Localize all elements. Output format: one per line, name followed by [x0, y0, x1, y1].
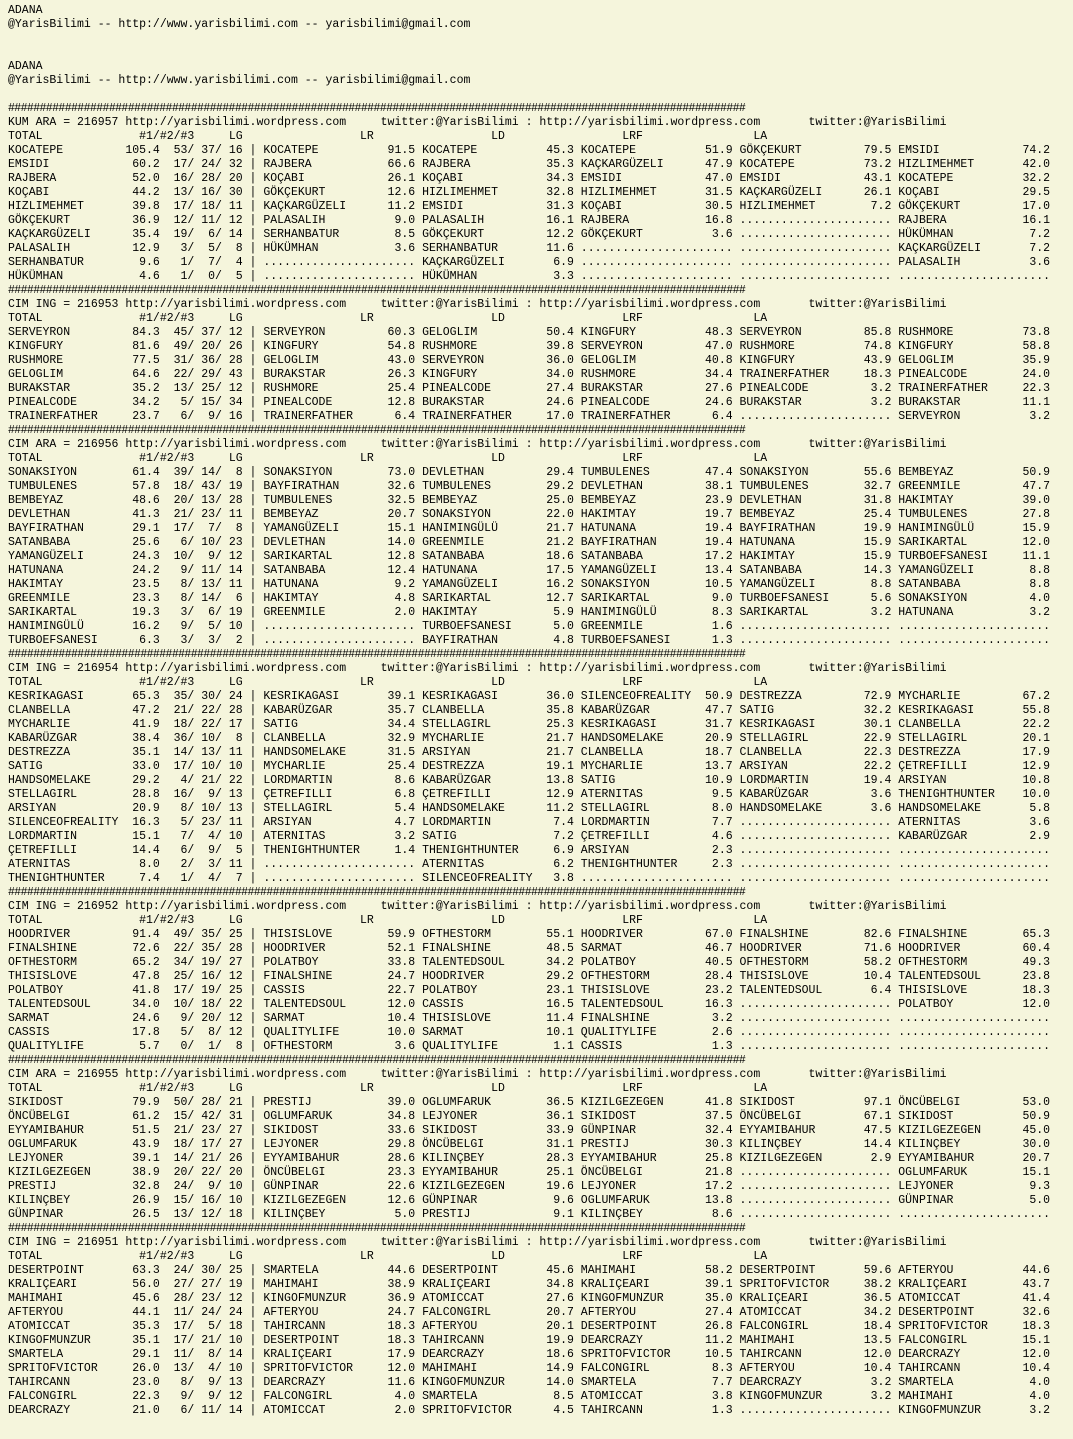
contact-line: @YarisBilimi -- http://www.yarisbilimi.com -- yarisbilimi@gmail.com [8, 18, 471, 31]
separator-line: ##################################################################################################################### [8, 648, 746, 661]
race-list [8, 102, 1073, 1417]
separator-line: ##################################################################################################################### [8, 424, 746, 437]
table-row: SERHANBATUR 9.6 1/ 7/ 4 | ...................... KAÇKARGÜZELI 6.9 ...................... ...................... PALASALIH 3.6 [8, 256, 1051, 269]
table-row: KINGOFMUNZUR 35.1 17/ 21/ 10 | DESERTPOINT 18.3 TAHIRCANN 19.9 DEARCRAZY 11.2 MAHIMAHI 13.5 FALCONGIRL 15.1 [8, 1334, 1051, 1347]
table-row: STELLAGIRL 28.8 16/ 9/ 13 | ÇETREFILLI 6.8 ÇETREFILLI 12.9 ATERNITAS 9.5 KABARÜZGAR 3.6 THENIGHTHUNTER 10.0 [8, 788, 1051, 801]
table-row: ATOMICCAT 35.3 17/ 5/ 18 | TAHIRCANN 18.3 AFTERYOU 20.1 DESERTPOINT 26.8 FALCONGIRL 18.4 SPRITOFVICTOR 18.3 [8, 1320, 1051, 1333]
table-row: HATUNANA 24.2 9/ 11/ 14 | SATANBABA 12.4 HATUNANA 17.5 YAMANGÜZELI 13.4 SATANBABA 14.3 YAMANGÜZELI 8.8 [8, 564, 1051, 577]
table-row: OGLUMFARUK 43.9 18/ 17/ 27 | LEJYONER 29.8 ÖNCÜBELGI 31.1 PRESTIJ 30.3 KILINÇBEY 14.4 KILINÇBEY 30.0 [8, 1138, 1051, 1151]
table-row: DESERTPOINT 63.3 24/ 30/ 25 | SMARTELA 44.6 DESERTPOINT 45.6 MAHIMAHI 58.2 DESERTPOINT 59.6 AFTERYOU 44.6 [8, 1264, 1051, 1277]
table-row: SATIG 33.0 17/ 10/ 10 | MYCHARLIE 25.4 DESTREZZA 19.1 MYCHARLIE 13.7 ARSIYAN 22.2 ÇETREFILLI 12.9 [8, 760, 1051, 773]
spacer [8, 46, 1073, 60]
table-row: ÖNCÜBELGI 61.2 15/ 42/ 31 | OGLUMFARUK 34.8 LEJYONER 36.1 SIKIDOST 37.5 ÖNCÜBELGI 67.1 SIKIDOST 50.9 [8, 1110, 1051, 1123]
table-row: ATERNITAS 8.0 2/ 3/ 11 | ...................... ATERNITAS 6.2 THENIGHTHUNTER 2.3 ...................... ...................... [8, 858, 1051, 871]
table-row: KIZILGEZEGEN 38.9 20/ 22/ 20 | ÖNCÜBELGI 23.3 EYYAMIBAHUR 25.1 ÖNCÜBELGI 21.8 ...................... OGLUMFARUK 15.1 [8, 1166, 1051, 1179]
table-row: TALENTEDSOUL 34.0 10/ 18/ 22 | TALENTEDSOUL 12.0 CASSIS 16.5 TALENTEDSOUL 16.3 ...................... POLATBOY 12.0 [8, 998, 1051, 1011]
table-row: GREENMILE 23.3 8/ 14/ 6 | HAKIMTAY 4.8 SARIKARTAL 12.7 SARIKARTAL 9.0 TURBOEFSANESI 5.6 SONAKSIYON 4.0 [8, 592, 1051, 605]
table-row: RAJBERA 52.0 16/ 28/ 20 | KOÇABI 26.1 KOÇABI 34.3 EMSIDI 47.0 EMSIDI 43.1 KOCATEPE 32.2 [8, 172, 1051, 185]
table-row: DESTREZZA 35.1 14/ 13/ 11 | HANDSOMELAKE 31.5 ARSIYAN 21.7 CLANBELLA 18.7 CLANBELLA 22.3 DESTREZZA 17.9 [8, 746, 1051, 759]
table-row: SARMAT 24.6 9/ 20/ 12 | SARMAT 10.4 THISISLOVE 11.4 FINALSHINE 3.2 ...................... ...................... [8, 1012, 1051, 1025]
table-row: YAMANGÜZELI 24.3 10/ 9/ 12 | SARIKARTAL 12.8 SATANBABA 18.6 SATANBABA 17.2 HAKIMTAY 15.9 TURBOEFSANESI 11.1 [8, 550, 1051, 563]
table-row: HÜKÜMHAN 4.6 1/ 0/ 5 | ...................... HÜKÜMHAN 3.3 ...................... ...................... ...................... [8, 270, 1051, 283]
table-row: QUALITYLIFE 5.7 0/ 1/ 8 | OFTHESTORM 3.6 QUALITYLIFE 1.1 CASSIS 1.3 ...................... ...................... [8, 1040, 1051, 1053]
race-header: CIM ING = 216954 http://yarisbilimi.wordpress.com twitter:@YarisBilimi : http://yarisbilimi.wordpress.com twitter:@YarisBilimi [8, 662, 947, 675]
separator-line: ##################################################################################################################### [8, 102, 746, 115]
table-row: AFTERYOU 44.1 11/ 24/ 24 | AFTERYOU 24.7 FALCONGIRL 20.7 AFTERYOU 27.4 ATOMICCAT 34.2 DESERTPOINT 32.6 [8, 1306, 1051, 1319]
table-row: THENIGHTHUNTER 7.4 1/ 4/ 7 | ...................... SILENCEOFREALITY 3.8 ...................... ...................... ...................... [8, 872, 1051, 885]
table-row: HIZLIMEHMET 39.8 17/ 18/ 11 | KAÇKARGÜZELI 11.2 EMSIDI 31.3 KOÇABI 30.5 HIZLIMEHMET 7.2 GÖKÇEKURT 17.0 [8, 200, 1051, 213]
table-row: HOODRIVER 91.4 49/ 35/ 25 | THISISLOVE 59.9 OFTHESTORM 55.1 HOODRIVER 67.0 FINALSHINE 82.6 FINALSHINE 65.3 [8, 928, 1051, 941]
race-header: CIM ARA = 216955 http://yarisbilimi.wordpress.com twitter:@YarisBilimi : http://yarisbilimi.wordpress.com twitter:@YarisBilimi [8, 1068, 947, 1081]
table-row: BEMBEYAZ 48.6 20/ 13/ 28 | TUMBULENES 32.5 BEMBEYAZ 25.0 BEMBEYAZ 23.9 DEVLETHAN 31.8 HAKIMTAY 39.0 [8, 494, 1051, 507]
contact-line-repeat: @YarisBilimi -- http://www.yarisbilimi.com -- yarisbilimi@gmail.com [8, 74, 471, 87]
table-row: SIKIDOST 79.9 50/ 28/ 21 | PRESTIJ 39.0 OGLUMFARUK 36.5 KIZILGEZEGEN 41.8 SIKIDOST 97.1 ÖNCÜBELGI 53.0 [8, 1096, 1051, 1109]
table-row: POLATBOY 41.8 17/ 19/ 25 | CASSIS 22.7 POLATBOY 23.1 THISISLOVE 23.2 TALENTEDSOUL 6.4 THISISLOVE 18.3 [8, 984, 1051, 997]
table-row: SILENCEOFREALITY 16.3 5/ 23/ 11 | ARSIYAN 4.7 LORDMARTIN 7.4 LORDMARTIN 7.7 ...................... ATERNITAS 3.6 [8, 816, 1051, 829]
table-row: LEJYONER 39.1 14/ 21/ 26 | EYYAMIBAHUR 28.6 KILINÇBEY 28.3 EYYAMIBAHUR 25.8 KIZILGEZEGEN 2.9 EYYAMIBAHUR 20.7 [8, 1152, 1051, 1165]
table-row: ARSIYAN 20.9 8/ 10/ 13 | STELLAGIRL 5.4 HANDSOMELAKE 11.2 STELLAGIRL 8.0 HANDSOMELAKE 3.6 HANDSOMELAKE 5.8 [8, 802, 1051, 815]
table-row: GELOGLIM 64.6 22/ 29/ 43 | BURAKSTAR 26.3 KINGFURY 34.0 RUSHMORE 34.4 TRAINERFATHER 18.3 PINEALCODE 24.0 [8, 368, 1051, 381]
table-row: KABARÜZGAR 38.4 36/ 10/ 8 | CLANBELLA 32.9 MYCHARLIE 21.7 HANDSOMELAKE 20.9 STELLAGIRL 22.9 STELLAGIRL 20.1 [8, 732, 1051, 745]
spacer [8, 88, 1073, 102]
column-headers: TOTAL #1/#2/#3 LG LR LD LRF LA [8, 676, 768, 689]
column-headers: TOTAL #1/#2/#3 LG LR LD LRF LA [8, 914, 768, 927]
spacer [8, 32, 1073, 46]
table-row: PRESTIJ 32.8 24/ 9/ 10 | GÜNPINAR 22.6 KIZILGEZEGEN 19.6 LEJYONER 17.2 ...................... LEJYONER 9.3 [8, 1180, 1051, 1193]
table-row: CASSIS 17.8 5/ 8/ 12 | QUALITYLIFE 10.0 SARMAT 10.1 QUALITYLIFE 2.6 ...................... ...................... [8, 1026, 1051, 1039]
table-row: SPRITOFVICTOR 26.0 13/ 4/ 10 | SPRITOFVICTOR 12.0 MAHIMAHI 14.9 FALCONGIRL 8.3 AFTERYOU 10.4 TAHIRCANN 10.4 [8, 1362, 1051, 1375]
table-row: HANIMINGÜLÜ 16.2 9/ 5/ 10 | ...................... TURBOEFSANESI 5.0 GREENMILE 1.6 ...................... ...................... [8, 620, 1051, 633]
table-row: MYCHARLIE 41.9 18/ 22/ 17 | SATIG 34.4 STELLAGIRL 25.3 KESRIKAGASI 31.7 KESRIKAGASI 30.1 CLANBELLA 22.2 [8, 718, 1051, 731]
column-headers: TOTAL #1/#2/#3 LG LR LD LRF LA [8, 452, 768, 465]
table-row: HAKIMTAY 23.5 8/ 13/ 11 | HATUNANA 9.2 YAMANGÜZELI 16.2 SONAKSIYON 10.5 YAMANGÜZELI 8.8 SATANBABA 8.8 [8, 578, 1051, 591]
table-row: KRALIÇEARI 56.0 27/ 27/ 19 | MAHIMAHI 38.9 KRALIÇEARI 34.8 KRALIÇEARI 39.1 SPRITOFVICTOR 38.2 KRALIÇEARI 43.7 [8, 1278, 1051, 1291]
table-row: SATANBABA 25.6 6/ 10/ 23 | DEVLETHAN 14.0 GREENMILE 21.2 BAYFIRATHAN 19.4 HATUNANA 15.9 SARIKARTAL 12.0 [8, 536, 1051, 549]
column-headers: TOTAL #1/#2/#3 LG LR LD LRF LA [8, 1082, 768, 1095]
table-row: TRAINERFATHER 23.7 6/ 9/ 16 | TRAINERFATHER 6.4 TRAINERFATHER 17.0 TRAINERFATHER 6.4 ...................... SERVEYRON 3.2 [8, 410, 1051, 423]
separator-line: ##################################################################################################################### [8, 284, 746, 297]
table-row: BURAKSTAR 35.2 13/ 25/ 12 | RUSHMORE 25.4 PINEALCODE 27.4 BURAKSTAR 27.6 PINEALCODE 3.2 TRAINERFATHER 22.3 [8, 382, 1051, 395]
race-header: CIM ARA = 216956 http://yarisbilimi.wordpress.com twitter:@YarisBilimi : http://yarisbilimi.wordpress.com twitter:@YarisBilimi [8, 438, 947, 451]
table-row: KAÇKARGÜZELI 35.4 19/ 6/ 14 | SERHANBATUR 8.5 GÖKÇEKURT 12.2 GÖKÇEKURT 3.6 ...................... HÜKÜMHAN 7.2 [8, 228, 1051, 241]
table-row: SONAKSIYON 61.4 39/ 14/ 8 | SONAKSIYON 73.0 DEVLETHAN 29.4 TUMBULENES 47.4 SONAKSIYON 55.6 BEMBEYAZ 50.9 [8, 466, 1051, 479]
table-row: EYYAMIBAHUR 51.5 21/ 23/ 27 | SIKIDOST 33.6 SIKIDOST 33.9 GÜNPINAR 32.4 EYYAMIBAHUR 47.5 KIZILGEZEGEN 45.0 [8, 1124, 1051, 1137]
table-row: GÖKÇEKURT 36.9 12/ 11/ 12 | PALASALIH 9.0 PALASALIH 16.1 RAJBERA 16.8 ...................... RAJBERA 16.1 [8, 214, 1051, 227]
column-headers: TOTAL #1/#2/#3 LG LR LD LRF LA [8, 1250, 768, 1263]
column-headers: TOTAL #1/#2/#3 LG LR LD LRF LA [8, 130, 768, 143]
table-row: TURBOEFSANESI 6.3 3/ 3/ 2 | ...................... BAYFIRATHAN 4.8 TURBOEFSANESI 1.3 ...................... ...................... [8, 634, 1051, 647]
race-header: CIM ING = 216951 http://yarisbilimi.wordpress.com twitter:@YarisBilimi : http://yarisbilimi.wordpress.com twitter:@YarisBilimi [8, 1236, 947, 1249]
table-row: GÜNPINAR 26.5 13/ 12/ 18 | KILINÇBEY 5.0 PRESTIJ 9.1 KILINÇBEY 8.6 ...................... ...................... [8, 1208, 1051, 1221]
table-row: FINALSHINE 72.6 22/ 35/ 28 | HOODRIVER 52.1 FINALSHINE 48.5 SARMAT 46.7 HOODRIVER 71.6 HOODRIVER 60.4 [8, 942, 1051, 955]
separator-line: ##################################################################################################################### [8, 886, 746, 899]
page-title-repeat: ADANA [8, 60, 43, 73]
table-row: DEARCRAZY 21.0 6/ 11/ 14 | ATOMICCAT 2.0 SPRITOFVICTOR 4.5 TAHIRCANN 1.3 ...................... KINGOFMUNZUR 3.2 [8, 1404, 1051, 1417]
table-row: HANDSOMELAKE 29.2 4/ 21/ 22 | LORDMARTIN 8.6 KABARÜZGAR 13.8 SATIG 10.9 LORDMARTIN 19.4 ARSIYAN 10.8 [8, 774, 1051, 787]
table-row: LORDMARTIN 15.1 7/ 4/ 10 | ATERNITAS 3.2 SATIG 7.2 ÇETREFILLI 4.6 ...................... KABARÜZGAR 2.9 [8, 830, 1051, 843]
table-row: RUSHMORE 77.5 31/ 36/ 28 | GELOGLIM 43.0 SERVEYRON 36.0 GELOGLIM 40.8 KINGFURY 43.9 GELOGLIM 35.9 [8, 354, 1051, 367]
table-row: KOÇABI 44.2 13/ 16/ 30 | GÖKÇEKURT 12.6 HIZLIMEHMET 32.8 HIZLIMEHMET 31.5 KAÇKARGÜZELI 26.1 KOÇABI 29.5 [8, 186, 1051, 199]
table-row: SERVEYRON 84.3 45/ 37/ 12 | SERVEYRON 60.3 GELOGLIM 50.4 KINGFURY 48.3 SERVEYRON 85.8 RUSHMORE 73.8 [8, 326, 1051, 339]
table-row: TUMBULENES 57.8 18/ 43/ 19 | BAYFIRATHAN 32.6 TUMBULENES 29.2 DEVLETHAN 38.1 TUMBULENES 32.7 GREENMILE 47.7 [8, 480, 1051, 493]
table-row: OFTHESTORM 65.2 34/ 19/ 27 | POLATBOY 33.8 TALENTEDSOUL 34.2 POLATBOY 40.5 OFTHESTORM 58.2 OFTHESTORM 49.3 [8, 956, 1051, 969]
table-row: KILINÇBEY 26.9 15/ 16/ 10 | KIZILGEZEGEN 12.6 GÜNPINAR 9.6 OGLUMFARUK 13.8 ...................... GÜNPINAR 5.0 [8, 1194, 1051, 1207]
table-row: ÇETREFILLI 14.4 6/ 9/ 5 | THENIGHTHUNTER 1.4 THENIGHTHUNTER 6.9 ARSIYAN 2.3 ...................... ...................... [8, 844, 1051, 857]
table-row: SARIKARTAL 19.3 3/ 6/ 19 | GREENMILE 2.0 HAKIMTAY 5.9 HANIMINGÜLÜ 8.3 SARIKARTAL 3.2 HATUNANA 3.2 [8, 606, 1051, 619]
page-title: ADANA [8, 4, 43, 17]
table-row: SMARTELA 29.1 11/ 8/ 14 | KRALIÇEARI 17.9 DEARCRAZY 18.6 SPRITOFVICTOR 10.5 TAHIRCANN 12.0 DEARCRAZY 12.0 [8, 1348, 1051, 1361]
race-header: CIM ING = 216952 http://yarisbilimi.wordpress.com twitter:@YarisBilimi : http://yarisbilimi.wordpress.com twitter:@YarisBilimi [8, 900, 947, 913]
table-row: TAHIRCANN 23.0 8/ 9/ 13 | DEARCRAZY 11.6 KINGOFMUNZUR 14.0 SMARTELA 7.7 DEARCRAZY 3.2 SMARTELA 4.0 [8, 1376, 1051, 1389]
table-row: BAYFIRATHAN 29.1 17/ 7/ 8 | YAMANGÜZELI 15.1 HANIMINGÜLÜ 21.7 HATUNANA 19.4 BAYFIRATHAN 19.9 HANIMINGÜLÜ 15.9 [8, 522, 1051, 535]
table-row: CLANBELLA 47.2 21/ 22/ 28 | KABARÜZGAR 35.7 CLANBELLA 35.8 KABARÜZGAR 47.7 SATIG 32.2 KESRIKAGASI 55.8 [8, 704, 1051, 717]
separator-line: ##################################################################################################################### [8, 1222, 746, 1235]
table-row: THISISLOVE 47.8 25/ 16/ 12 | FINALSHINE 24.7 HOODRIVER 29.2 OFTHESTORM 28.4 THISISLOVE 10.4 TALENTEDSOUL 23.8 [8, 970, 1051, 983]
table-row: KOCATEPE 105.4 53/ 37/ 16 | KOCATEPE 91.5 KOCATEPE 45.3 KOCATEPE 51.9 GÖKÇEKURT 79.5 EMSIDI 74.2 [8, 144, 1051, 157]
table-row: KINGFURY 81.6 49/ 20/ 26 | KINGFURY 54.8 RUSHMORE 39.8 SERVEYRON 47.0 RUSHMORE 74.8 KINGFURY 58.8 [8, 340, 1051, 353]
table-row: MAHIMAHI 45.6 28/ 23/ 12 | KINGOFMUNZUR 36.9 ATOMICCAT 27.6 KINGOFMUNZUR 35.0 KRALIÇEARI 36.5 ATOMICCAT 41.4 [8, 1292, 1051, 1305]
table-row: FALCONGIRL 22.3 9/ 9/ 12 | FALCONGIRL 4.0 SMARTELA 8.5 ATOMICCAT 3.8 KINGOFMUNZUR 3.2 MAHIMAHI 4.0 [8, 1390, 1051, 1403]
separator-line: ##################################################################################################################### [8, 1054, 746, 1067]
table-row: KESRIKAGASI 65.3 35/ 30/ 24 | KESRIKAGASI 39.1 KESRIKAGASI 36.0 SILENCEOFREALITY 50.9 DESTREZZA 72.9 MYCHARLIE 67.2 [8, 690, 1051, 703]
table-row: PINEALCODE 34.2 5/ 15/ 34 | PINEALCODE 12.8 BURAKSTAR 24.6 PINEALCODE 24.6 BURAKSTAR 3.2 BURAKSTAR 11.1 [8, 396, 1051, 409]
race-header: KUM ARA = 216957 http://yarisbilimi.wordpress.com twitter:@YarisBilimi : http://yarisbilimi.wordpress.com twitter:@YarisBilimi [8, 116, 947, 129]
column-headers: TOTAL #1/#2/#3 LG LR LD LRF LA [8, 312, 768, 325]
table-row: EMSIDI 60.2 17/ 24/ 32 | RAJBERA 66.6 RAJBERA 35.3 KAÇKARGÜZELI 47.9 KOCATEPE 73.2 HIZLIMEHMET 42.0 [8, 158, 1051, 171]
table-row: DEVLETHAN 41.3 21/ 23/ 11 | BEMBEYAZ 20.7 SONAKSIYON 22.0 HAKIMTAY 19.7 BEMBEYAZ 25.4 TUMBULENES 27.8 [8, 508, 1051, 521]
race-header: CIM ING = 216953 http://yarisbilimi.wordpress.com twitter:@YarisBilimi : http://yarisbilimi.wordpress.com twitter:@YarisBilimi [8, 298, 947, 311]
table-row: PALASALIH 12.9 3/ 5/ 8 | HÜKÜMHAN 3.6 SERHANBATUR 11.6 ...................... ...................... KAÇKARGÜZELI 7.2 [8, 242, 1051, 255]
